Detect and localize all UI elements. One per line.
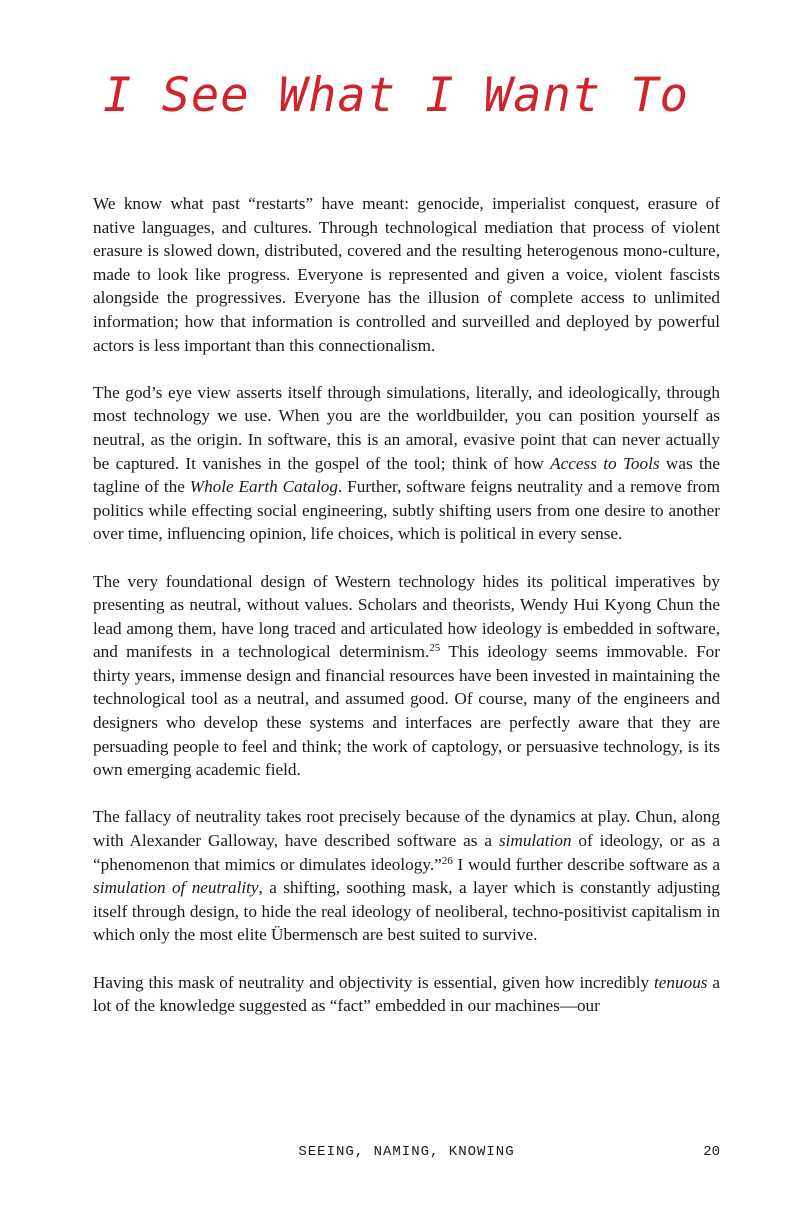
paragraph xyxy=(93,805,720,947)
footnote-reference: 26 xyxy=(441,854,453,867)
text-run: I would further describe software as a xyxy=(452,854,720,874)
text-run: We know what past “restarts” have meant: genocide, imperialist conquest, erasure of native languages, and cultures. Through technological mediation that process of violent erasure is slowed down, distributed, covered and the resulting heterogenous mono-culture, made to look like progress. Everyone is represented and given a voice, violent fascists alongside the progressives. Everyone has the illusion of complete access to unlimited information; how that information is controlled and surveilled and deployed by powerful actors is less important than this connectionalism. xyxy=(93,194,720,355)
body-text xyxy=(93,192,720,1041)
page-footer xyxy=(93,1144,720,1164)
running-head: SEEING, NAMING, KNOWING xyxy=(298,1144,515,1160)
text-run: Having this mask of neutrality and objectivity is essential, given how incredibly xyxy=(93,972,655,992)
chapter-title: I See What I Want To xyxy=(103,68,689,123)
text-run: The god’s eye view asserts itself through simulations, literally, and ideologically, through most technology we use. When you are the worldbuilder, you can position yourself as neutral, as the origin. In software, this is an amoral, evasive point that can never actually be captured. It vanishes in the gospel of the tool; think of how xyxy=(93,382,720,473)
text-run: . Further, software feigns neutrality and a remove from politics while effecting social engineering, subtly shifting users from one desire to another over time, influencing opinion, life choices, which is political in every sense. xyxy=(93,477,721,544)
text-run: This ideology seems immovable. For thirty years, immense design and financial resources have been invested in maintaining the technological tool as a neutral, and assumed good. Of course, many of the engineers and designers who develop these systems and interfaces are perfectly aware that they are persuading people to feel and think; the work of captology, or persuasive technology, is its own emerging academic field. xyxy=(93,642,720,780)
text-run: a lot of the knowledge suggested as “fact” embedded in our machines—our xyxy=(93,972,720,1016)
paragraph xyxy=(93,570,720,782)
text-run: was the tagline of the xyxy=(93,453,721,497)
paragraph xyxy=(93,192,720,357)
text-run: The very foundational design of Western technology hides its political imperatives by presenting as neutral, without values. Scholars and theorists, Wendy Hui Kyong Chun the lead among them, have long traced and articulated how ideology is embedded in software, and manifests in a technological determinism. xyxy=(93,571,720,662)
footnote-reference: 25 xyxy=(429,642,441,655)
italic-text: tenuous xyxy=(654,972,708,992)
text-run: , a shifting, soothing mask, a layer which is constantly adjusting itself through design, to hide the real ideology of neoliberal, techno-positivist capitalism in which only the most elite Übermensch are best suited to survive. xyxy=(93,878,720,945)
text-run: of ideology, or as a “phenomenon that mimics or dimulates ideology.” xyxy=(93,831,720,874)
italic-text: Whole Earth Catalog xyxy=(189,477,338,497)
italic-text: Access to Tools xyxy=(550,453,660,473)
text-run: The fallacy of neutrality takes root precisely because of the dynamics at play. Chun, along with Alexander Galloway, have described software as a xyxy=(93,807,720,851)
paragraph xyxy=(93,971,720,1018)
italic-text: simulation of neutrality xyxy=(93,878,259,898)
italic-text: simulation xyxy=(498,831,572,851)
paragraph xyxy=(93,381,720,546)
page-number: 20 xyxy=(703,1144,720,1160)
